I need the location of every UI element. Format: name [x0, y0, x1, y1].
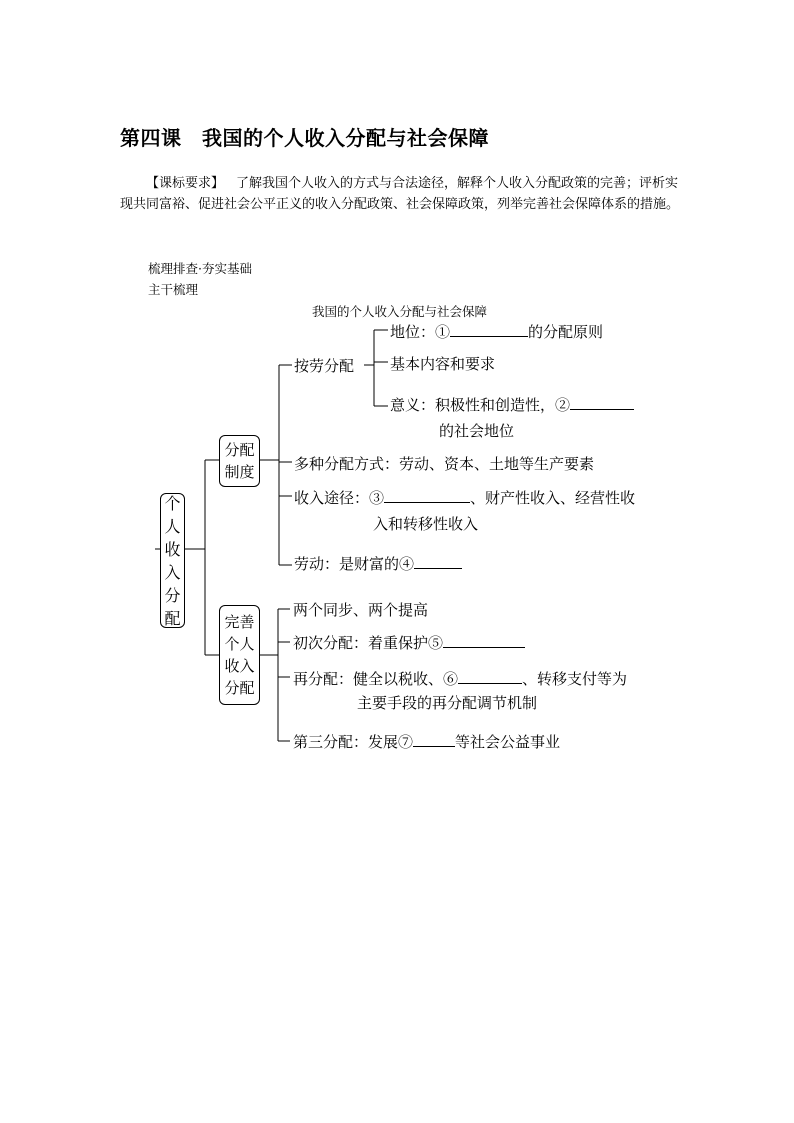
status-prefix: 地位：①	[390, 323, 451, 341]
node-redistribution-line2: 主要手段的再分配调节机制	[357, 694, 538, 712]
node-two-sync: 两个同步、两个提高	[293, 601, 429, 619]
page-title: 第四课 我国的个人收入分配与社会保障	[120, 126, 489, 150]
branch1-label: 分配制度	[224, 441, 255, 481]
node-third-distribution	[293, 731, 560, 752]
diagram-title: 我国的个人收入分配与社会保障	[312, 304, 488, 319]
third-suffix: 等社会公益事业	[455, 733, 561, 751]
section-heading: 梳理排查·夯实基础	[148, 261, 252, 276]
third-prefix: 第三分配：发展⑦	[293, 733, 414, 751]
node-distribution-by-labor: 按劳分配	[294, 357, 355, 375]
root-node-label: 个人收入分配	[164, 493, 181, 628]
blank-1[interactable]	[450, 322, 528, 337]
node-meaning	[390, 394, 634, 415]
primary-prefix: 初次分配：着重保护⑤	[293, 634, 444, 652]
node-income-line2: 入和转移性收入	[373, 515, 479, 533]
node-redistribution	[293, 668, 627, 689]
node-status	[390, 321, 603, 342]
blank-4[interactable]	[414, 554, 462, 569]
branch-node-distribution-system	[219, 435, 260, 487]
branch-node-improve-distribution	[219, 605, 260, 705]
redis-suffix: 、转移支付等为	[522, 670, 628, 688]
root-node-personal-income	[160, 493, 185, 628]
branch2-label: 完善个人收入分配	[224, 613, 255, 697]
requirements-text: 了解我国个人收入的方式与合法途径，解释个人收入分配政策的完善；评析实现共同富裕、促进社会公平正义的收入分配政策、社会保障政策，列举完善社会保障体系的措施。	[120, 176, 680, 212]
redis-prefix: 再分配：健全以税收、⑥	[293, 670, 459, 688]
labor-prefix: 劳动：是财富的④	[294, 555, 415, 573]
blank-6[interactable]	[458, 669, 522, 684]
node-primary-distribution	[293, 632, 525, 653]
status-suffix: 的分配原则	[528, 323, 604, 341]
requirements-label: 【课标要求】	[146, 176, 225, 191]
blank-7[interactable]	[413, 732, 455, 747]
income-suffix: 、财产性收入、经营性收	[470, 489, 636, 507]
node-income-channels	[294, 487, 635, 508]
income-prefix: 收入途径：③	[294, 489, 385, 507]
section-subheading: 主干梳理	[148, 282, 199, 297]
blank-5[interactable]	[443, 633, 525, 648]
node-labor-wealth	[294, 553, 462, 574]
node-meaning-line2: 的社会地位	[439, 422, 515, 440]
blank-3[interactable]	[384, 488, 470, 503]
node-multiple-distribution: 多种分配方式：劳动、资本、土地等生产要素	[294, 455, 595, 473]
node-basic-content: 基本内容和要求	[390, 355, 496, 373]
blank-2[interactable]	[570, 395, 634, 410]
meaning-line1: 意义：积极性和创造性，②	[390, 396, 571, 414]
